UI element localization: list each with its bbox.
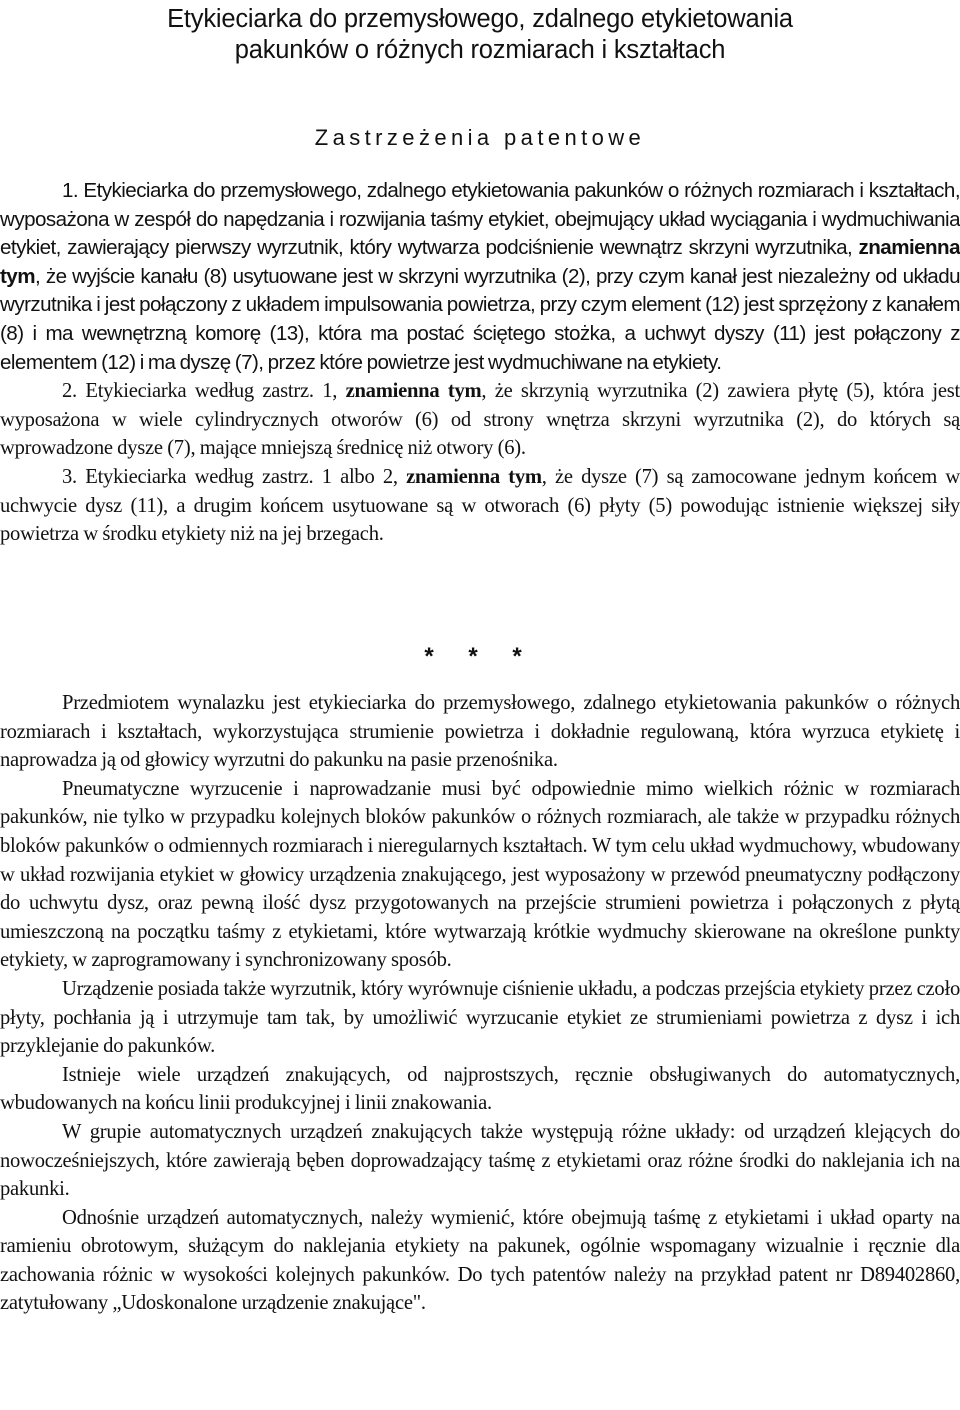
claim-2-characterizing-phrase: znamienna tym <box>345 380 482 403</box>
claim-2-text: 2. Etykieciarka według zastrz. 1, <box>62 380 338 403</box>
section-separator: * * * <box>424 643 536 670</box>
claim-2 <box>0 377 960 463</box>
description-paragraph: Urządzenie posiada także wyrzutnik, który wyrównuje ciśnienie układu, a podczas przejścia etykiety przez czoło płyty, pochłania ją i utrzymuje tam tak, by umożliwić wyrzucanie etykiet ze strumieniami powietrza z dysz i ich przyklejanie do pakunków. <box>0 977 960 1058</box>
title-line-1: Etykieciarka do przemysłowego, zdalnego etykietowania <box>167 5 793 33</box>
claim-1-characterizing-phrase: znamienna tym <box>0 236 960 288</box>
claim-3 <box>0 463 960 549</box>
claim-2-text-rest: , że skrzynią wyrzutnika (2) zawiera płytę (5), która jest wyposażona w wiele cylindrycznych otworów (6) od strony wnętrza skrzyni wyrzutnika (2), do których są wprowadzone dysze (7), mające mniejszą średnicę niż otwory (6). <box>0 380 960 460</box>
claim-3-text-rest: , że dysze (7) są zamocowane jednym końcem w uchwycie dysz (11), a drugim końcem usytuowane są w otworach (6) płyty (5) powodując istnienie większej siły powietrza w środku etykiety niż na jej brzegach. <box>0 465 960 546</box>
claim-1 <box>0 177 960 377</box>
claim-3-text: 3. Etykieciarka według zastrz. 1 albo 2, <box>62 465 398 488</box>
claim-1-text-rest: , że wyjście kanału (8) usytuowane jest w skrzyni wyrzutnika (2), przy czym kanał jest niezależny od układu wyrzutnika i jest połączony z układem impulsowania powietrza, przy czym element (12) jest sprzężony z kanałem (8) i ma wewnętrzną komorę (13), która ma postać ściętego stożka, a uchwyt dyszy (11) jest połączony z elementem (12) i ma dyszę (7), przez które powietrze jest wydmuchiwane na etykiety. <box>0 264 960 374</box>
description-section <box>0 689 960 1318</box>
description-paragraph: Istnieje wiele urządzeń znakujących, od najprostszych, ręcznie obsługiwanych do automatycznych, wbudowanych na końcu linii produkcyjnej i linii znakowania. <box>0 1063 960 1115</box>
claim-3-characterizing-phrase: znamienna tym <box>406 465 542 488</box>
description-paragraph: Przedmiotem wynalazku jest etykieciarka do przemysłowego, zdalnego etykietowania pakunków o różnych rozmiarach i kształtach, wykorzystująca strumienie powietrza i dokładnie regulowaną, która wyrzuca etykietę i naprowadza ją od głowicy wyrzutni do pakunku na pasie przenośnika. <box>0 692 960 772</box>
title-line-2: pakunków o różnych rozmiarach i kształtach <box>234 36 726 64</box>
document-title <box>0 4 960 66</box>
description-paragraph: Odnośnie urządzeń automatycznych, należy wymienić, które obejmują taśmę z etykietami i układ oparty na ramieniu obrotowym, służącym do naklejania etykiety na pakunek, ogólnie wspomagany wizualnie i ręcznie dla zachowania różnic w wysokości kolejnych pakunków. Do tych patentów należy na przykład patent nr D89402860, zatytułowany „Udoskonalone urządzenie znakujące". <box>0 1206 960 1315</box>
description-paragraph: Pneumatyczne wyrzucenie i naprowadzanie musi być odpowiednie mimo wielkich różnic w rozmiarach pakunków, nie tylko w przypadku kolejnych bloków pakunków o różnych rozmiarach, ale także w przypadku różnych bloków pakunków o odmiennych rozmiarach i nieregularnych kształtach. W tym celu układ wydmuchowy, wbudowany w układ rozwijania etykiet w głowicy urządzenia znakującego, jest wyposażony w przewód pneumatyczny podłączony do uchwytu dysz, oraz pewną ilość dysz przygotowanych na przejście strumieni powietrza i połączonych z płytą umieszczoną na początku taśmy z etykietami, które wytwarzają krótkie wydmuchy skierowane na określone punkty etykiety, w zaprogramowany i synchronizowany sposób. <box>0 777 960 972</box>
claim-1-text: 1. Etykieciarka do przemysłowego, zdalnego etykietowania pakunków o różnych rozmiarach i kształtach, wyposażona w zespół do napędzania i rozwijania taśmy etykiet, obejmujący układ wyciągania i wydmuchiwania etykiet, zawierający pierwszy wyrzutnik, który wytwarza podciśnienie wewnątrz skrzyni wyrzutnika, <box>0 179 960 260</box>
claims-heading: Zastrzeżenia patentowe <box>314 125 646 150</box>
claims-section <box>0 177 960 549</box>
description-paragraph: W grupie automatycznych urządzeń znakujących także występują różne układy: od urządzeń klejących do nowocześniejszych, które zawierają bęben doprowadzający taśmę z etykietami oraz różne środki do naklejania ich na pakunki. <box>0 1120 960 1201</box>
